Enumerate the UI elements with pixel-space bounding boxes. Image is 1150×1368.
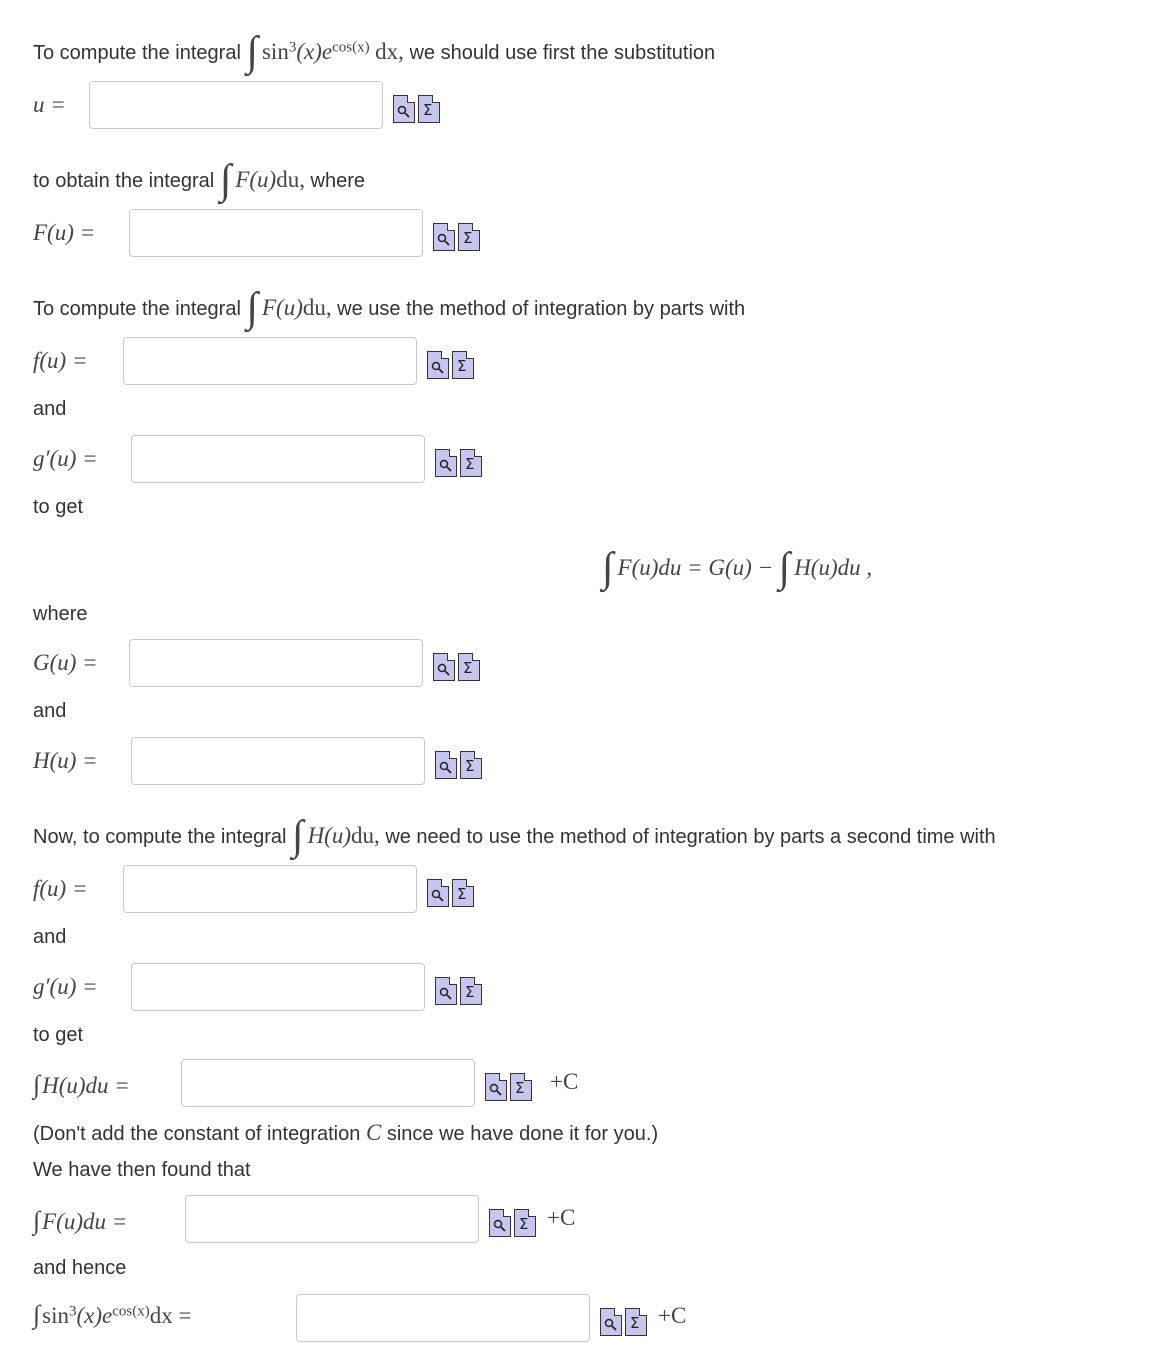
intF-text: F(u)du = xyxy=(42,1209,128,1234)
f2-label: f(u) = xyxy=(33,876,88,901)
H-input[interactable] xyxy=(131,737,425,785)
preview-icon[interactable] xyxy=(433,653,455,681)
parts2-prefix: Now, to compute the integral xyxy=(33,826,287,848)
equation-editor-icon[interactable]: Σ xyxy=(452,879,474,907)
final-tools xyxy=(600,1308,647,1336)
preview-icon[interactable] xyxy=(427,879,449,907)
where-label: where xyxy=(33,603,88,625)
preview-icon[interactable] xyxy=(435,977,457,1005)
parts2-expr: H(u) xyxy=(307,823,351,848)
G-label: G(u) = xyxy=(33,650,98,675)
power: 3 xyxy=(288,39,297,56)
integrand-arg: (x)e xyxy=(296,39,333,64)
and-label-1: and xyxy=(33,398,67,420)
parts1-suffix: we use the method of integration by parts with xyxy=(337,298,746,320)
g1-input[interactable] xyxy=(131,435,425,483)
obtain-suffix: where xyxy=(310,170,365,192)
constant-note xyxy=(33,1120,658,1146)
equation-editor-icon[interactable]: Σ xyxy=(510,1073,532,1101)
intH-input[interactable] xyxy=(181,1059,475,1107)
intro-suffix: we should use first the substitution xyxy=(409,42,716,64)
u-label: u = xyxy=(33,92,66,117)
parts1-line xyxy=(33,278,746,331)
integral-sign: ∫ xyxy=(246,29,258,75)
obtain-prefix: to obtain the integral xyxy=(33,170,215,192)
preview-icon[interactable] xyxy=(393,95,415,123)
du: du, xyxy=(302,295,332,320)
final-input[interactable] xyxy=(296,1294,590,1342)
equation-editor-icon[interactable]: Σ xyxy=(458,223,480,251)
equation-editor-icon[interactable]: Σ xyxy=(418,95,440,123)
note-prefix: (Don't add the constant of integration xyxy=(33,1123,361,1145)
obtain-expr: F(u) xyxy=(235,167,277,192)
integral-sign: ∫ xyxy=(602,545,614,591)
equation-editor-icon[interactable]: Σ xyxy=(460,751,482,779)
f2-input[interactable] xyxy=(123,865,417,913)
intF-tools xyxy=(489,1209,536,1237)
display-equation xyxy=(602,538,873,591)
g1-label: g′(u) = xyxy=(33,446,98,471)
intro-line xyxy=(33,22,716,75)
F-input[interactable] xyxy=(129,209,423,257)
exponent: cos(x) xyxy=(112,1303,150,1320)
sin-fn: sin xyxy=(42,1303,69,1328)
integral-sign: ∫ xyxy=(292,813,304,859)
plus-c: +C xyxy=(547,1205,576,1230)
equation-editor-icon[interactable]: Σ xyxy=(514,1209,536,1237)
u-input[interactable] xyxy=(89,81,383,129)
integral-sign: ∫ xyxy=(246,285,258,331)
preview-icon[interactable] xyxy=(600,1308,622,1336)
H-label: H(u) = xyxy=(33,748,98,773)
preview-icon[interactable] xyxy=(485,1073,507,1101)
intH-text: H(u)du = xyxy=(42,1073,130,1098)
preview-icon[interactable] xyxy=(433,223,455,251)
final-dx: dx = xyxy=(149,1303,192,1328)
intH-label xyxy=(33,1070,130,1100)
intF-label xyxy=(33,1206,127,1236)
F-tools xyxy=(433,223,480,251)
obtain-line xyxy=(33,150,365,203)
sin-fn: sin xyxy=(261,39,289,64)
G-input[interactable] xyxy=(129,639,423,687)
f1-input[interactable] xyxy=(123,337,417,385)
integral-sign: ∫ xyxy=(778,545,791,591)
integral-sign: ∫ xyxy=(33,1070,41,1099)
G-tools xyxy=(433,653,480,681)
equation-editor-icon[interactable]: Σ xyxy=(460,977,482,1005)
found-label: We have then found that xyxy=(33,1159,251,1181)
preview-icon[interactable] xyxy=(489,1209,511,1237)
to-get-2: to get xyxy=(33,1024,84,1046)
F-label: F(u) = xyxy=(33,220,96,245)
preview-icon[interactable] xyxy=(427,351,449,379)
du: du, xyxy=(351,823,380,848)
display-rhs: H(u)du , xyxy=(794,555,873,580)
g2-tools xyxy=(435,977,482,1005)
du: du, xyxy=(276,167,305,192)
integral-sign: ∫ xyxy=(33,1300,41,1329)
exponent: cos(x) xyxy=(332,39,370,56)
plus-c: +C xyxy=(658,1303,687,1328)
u-tools xyxy=(393,95,440,123)
to-get-1: to get xyxy=(33,496,84,518)
H-tools xyxy=(435,751,482,779)
parts2-line xyxy=(33,806,996,859)
equation-editor-icon[interactable]: Σ xyxy=(625,1308,647,1336)
display-lhs: F(u)du = G(u) − xyxy=(617,555,774,580)
g2-label: g′(u) = xyxy=(33,974,98,999)
dx: dx, xyxy=(375,39,404,64)
integral-sign: ∫ xyxy=(219,157,232,203)
note-C: C xyxy=(365,1120,382,1145)
parts1-expr: F(u) xyxy=(261,295,303,320)
note-suffix: since we have done it for you.) xyxy=(386,1123,659,1145)
preview-icon[interactable] xyxy=(435,449,457,477)
equation-editor-icon[interactable]: Σ xyxy=(458,653,480,681)
g1-tools xyxy=(435,449,482,477)
preview-icon[interactable] xyxy=(435,751,457,779)
equation-editor-icon[interactable]: Σ xyxy=(460,449,482,477)
equation-editor-icon[interactable]: Σ xyxy=(452,351,474,379)
and-label-3: and xyxy=(33,926,67,948)
f1-tools xyxy=(427,351,474,379)
plus-c: +C xyxy=(550,1069,579,1094)
f2-tools xyxy=(427,879,474,907)
parts1-prefix: To compute the integral xyxy=(33,298,241,320)
g2-input[interactable] xyxy=(131,963,425,1011)
and-label-2: and xyxy=(33,700,67,722)
intro-prefix: To compute the integral xyxy=(33,42,241,64)
intF-input[interactable] xyxy=(185,1195,479,1243)
final-arg: (x)e xyxy=(76,1303,113,1328)
parts2-suffix: we need to use the method of integration by parts a second time with xyxy=(385,826,996,848)
final-label xyxy=(33,1300,191,1330)
power: 3 xyxy=(68,1303,77,1320)
integral-sign: ∫ xyxy=(33,1206,41,1235)
f1-label: f(u) = xyxy=(33,348,88,373)
intH-tools xyxy=(485,1073,532,1101)
hence-label: and hence xyxy=(33,1257,127,1279)
